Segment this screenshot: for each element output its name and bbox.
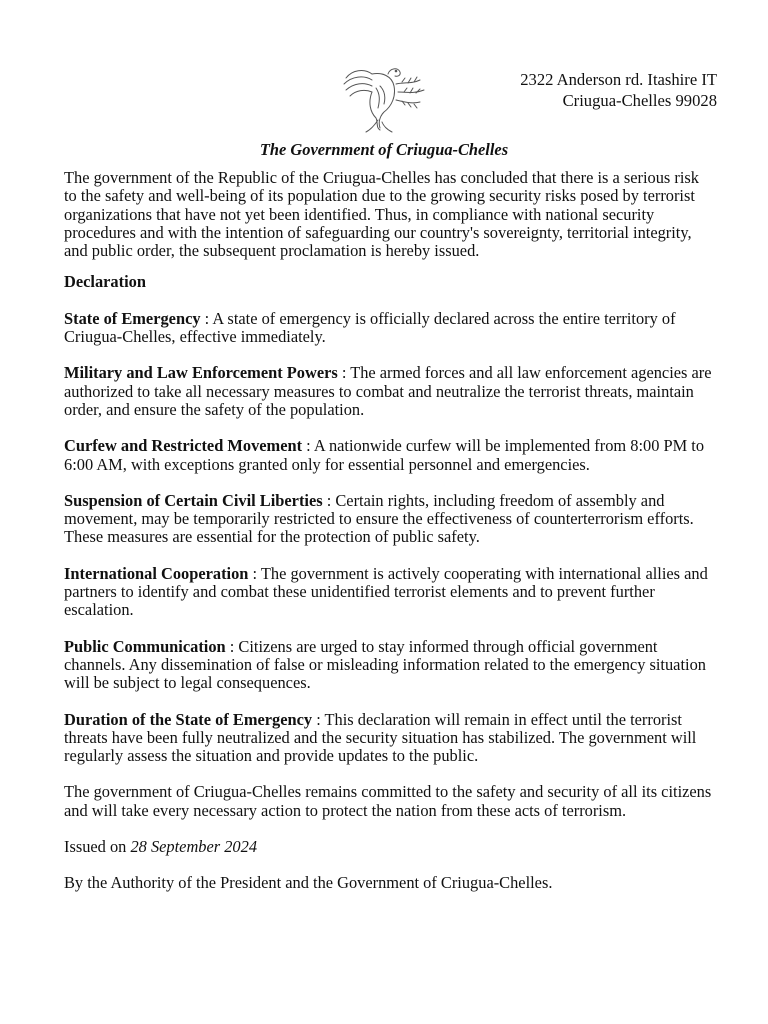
section-paragraph: Public Communication : Citizens are urged to stay informed through official government channels. Any dissemination of false or misleading information related to the emergency situation will be subject to legal consequences. [64,636,706,693]
section-heading: International Cooperation [64,563,249,583]
sender-address [520,69,717,111]
section-heading: Public Communication [64,636,226,656]
section-paragraph: Curfew and Restricted Movement : A nationwide curfew will be implemented from 8:00 PM to 6:00 AM, with exceptions granted only for essential personnel and emergencies. [64,436,705,474]
issued-line: Issued on 28 September 2024 [64,837,258,857]
section-text: The government is actively cooperating with international allies and partners to identify and combat these unidentified terrorist elements and to prevent further escalation. [64,563,708,620]
document-title: The Government of Criugua-Chelles [259,140,509,159]
section-text: Citizens are urged to stay informed through official government channels. Any dissemination of false or misleading information related to the emergency situation will be subject to legal consequences. [64,636,706,693]
section-paragraph: Military and Law Enforcement Powers : The armed forces and all law enforcement agencies are authorized to take all necessary measures to combat and neutralize the terrorist threats, maintain order, and ensure the safety of the population. [64,363,712,419]
section-heading: Curfew and Restricted Movement [64,436,303,456]
authority-line: By the Authority of the President and the Government of Criugua-Chelles. [64,873,553,893]
section-heading: Duration of the State of Emergency [64,709,313,729]
intro-paragraph: The government of the Republic of the Criugua-Chelles has concluded that there is a serious risk to the safety and well-being of its population due to the growing security risks posed by terrorist organizations that have not yet been identified. Thus, in compliance with national security procedures and with the intention of safeguarding our country's sovereignty, territorial integrity, and public order, the subsequent proclamation is hereby issued. [64,168,699,261]
issued-date: 28 September 2024 [130,837,258,857]
address-line-2: Criugua-Chelles 99028 [562,91,717,110]
section-paragraph: Suspension of Certain Civil Liberties : Certain rights, including freedom of assembly and movement, may be temporarily restricted to ensure the effectiveness of counterterrorism efforts. These measures are essential for the protection of public safety. [64,490,694,547]
section-text: A nationwide curfew will be implemented from 8:00 PM to 6:00 AM, with exceptions granted only for essential personnel and emergencies. [64,436,705,474]
section-heading: Military and Law Enforcement Powers [64,363,338,383]
section-text: Certain rights, including freedom of assembly and movement, may be temporarily restricted to ensure the effectiveness of counterterrorism efforts. These measures are essential for the protection of public safety. [64,490,694,547]
section-text: The armed forces and all law enforcement agencies are authorized to take all necessary measures to combat and neutralize the terrorist threats, maintain order, and ensure the safety of the population. [64,363,712,419]
closing-paragraph: The government of Criugua-Chelles remains committed to the safety and security of all its citizens and will take every necessary action to protect the nation from these acts of terrorism. [64,782,712,820]
eagle-emblem-icon [338,64,434,136]
section-text: A state of emergency is officially declared across the entire territory of Criugua-Chelles, effective immediately. [64,308,676,347]
address-line-1: 2322 Anderson rd. Itashire IT [520,70,717,89]
declaration-heading: Declaration [64,272,146,292]
section-text: This declaration will remain in effect until the terrorist threats have been fully neutralized and the security situation has stabilized. The government will regularly assess the situation and provide updates to the public. [64,709,697,766]
document-body [64,169,712,911]
section-paragraph: State of Emergency : A state of emergency is officially declared across the entire territory of Criugua-Chelles, effective immediately. [64,308,676,347]
section-heading: State of Emergency [64,308,201,328]
section-paragraph: International Cooperation : The government is actively cooperating with international allies and partners to identify and combat these unidentified terrorist elements and to prevent further escalation. [64,563,708,620]
section-paragraph: Duration of the State of Emergency : This declaration will remain in effect until the terrorist threats have been fully neutralized and the security situation has stabilized. The government will regularly assess the situation and provide updates to the public. [64,709,697,766]
section-heading: Suspension of Certain Civil Liberties [64,490,323,510]
